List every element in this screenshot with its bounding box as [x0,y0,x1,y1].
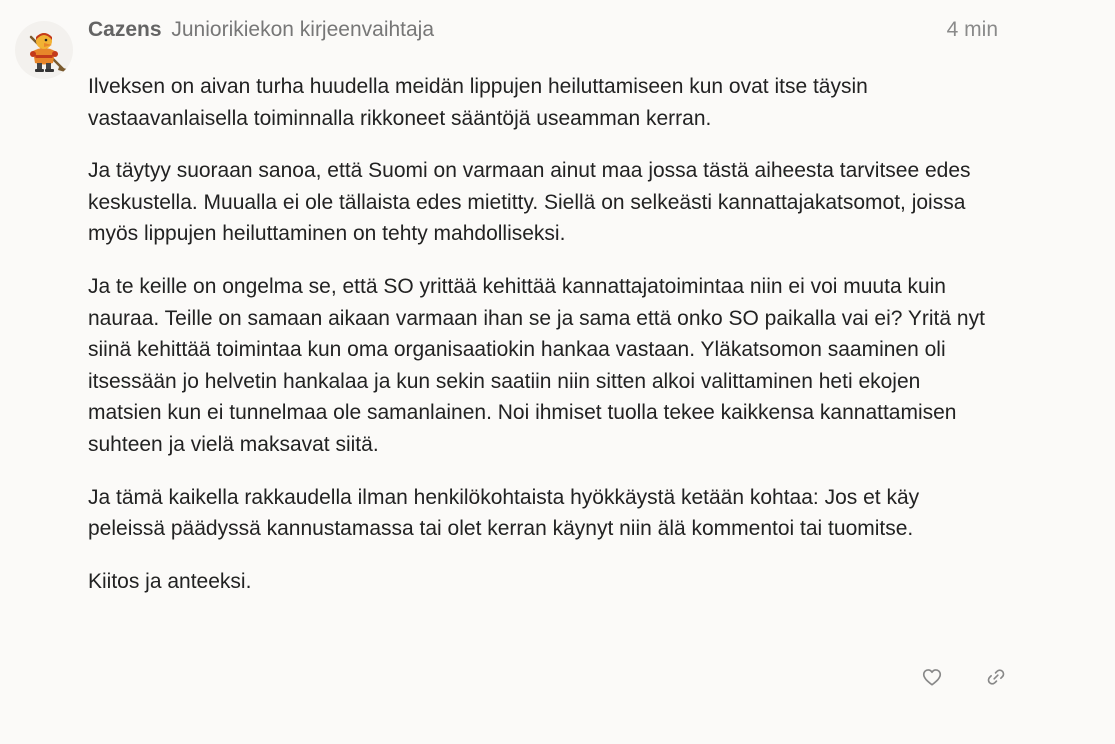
share-link-button[interactable] [974,659,1018,695]
username-link[interactable]: Cazens [88,18,162,41]
user-avatar[interactable] [15,21,73,79]
post-body [88,71,993,618]
user-title: Juniorikiekon kirjeenvaihtaja [171,18,435,41]
post-date[interactable]: 4 min [946,18,998,41]
post-meta [88,16,998,44]
post-paragraph: Ja te keille on ongelma se, että SO yrittää kehittää kannattajatoimintaa niin ei voi muuta kuin nauraa. Teille on samaan aikaan varmaan ihan se ja sama että onko SO paikalla vai ei? Yritä nyt siinä kehittää toimintaa kun oma organisaatiokin hankaa vastaan. Yläkatsomon saaminen oli itsessään jo helvetin hankalaa ja kun sekin saatiin niin sitten alkoi valittaminen heti ekojen matsien kun ei tunnelmaa ole samanlainen. Noi ihmiset tuolla tekee kaikkensa kannattamisen suhteen ja vielä maksavat siitä. [88,274,985,456]
post-paragraph: Ja täytyy suoraan sanoa, että Suomi on varmaan ainut maa jossa tästä aiheesta tarvitsee edes keskustella. Muualla ei ole tällaista edes mietitty. Siellä on selkeästi kannattajakatsomot, joissa myös lippujen heiluttaminen on tehty mahdolliseksi. [88,159,971,246]
like-button[interactable] [910,659,954,695]
post-paragraph: Ilveksen on aivan turha huudella meidän lippujen heiluttamiseen kun ovat itse täysin vastaavanlaisella toiminnalla rikkoneet sääntöjä useamman kerran. [88,75,868,130]
post-actions [910,659,1018,695]
link-icon [985,666,1007,688]
post-paragraph: Kiitos ja anteeksi. [88,569,252,593]
hockey-duck-avatar-icon [15,21,73,79]
heart-icon [921,666,943,688]
post-paragraph: Ja tämä kaikella rakkaudella ilman henkilökohtaista hyökkäystä ketään kohtaa: Jos et käy peleissä päädyssä kannustamassa tai olet kerran käynyt niin älä kommentoi tai tuomitse. [88,485,920,541]
